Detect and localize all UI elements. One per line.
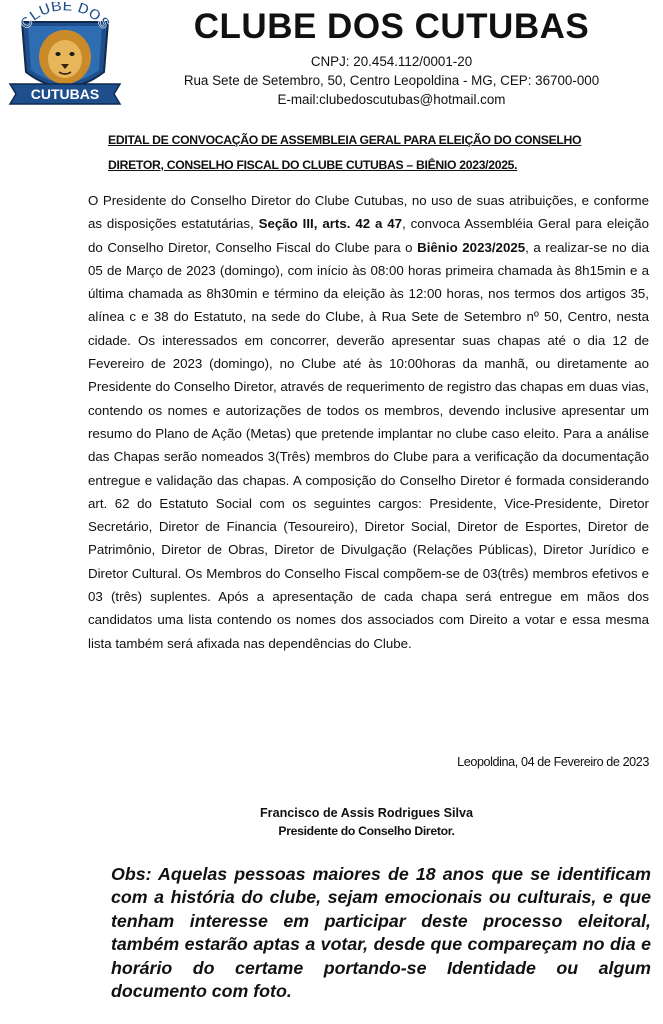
observation-note: Obs: Aquelas pessoas maiores de 18 anos que se identificam com a história do clube, sejam emocionais ou culturais, e que tenham interesse em participar deste processo eleitoral, também estarão aptas a votar, desde que compareçam no dia e horário do certame portando-se Identidade ou algum documento com foto.: [111, 864, 651, 1002]
body-text-segment: , a realizar-se no dia 05 de Março de 2023 (domingo), com início às 08:00 horas primeira chamada às 8h15min e a última chamada as 8h30min e término da eleição às 12:00 horas, nos termos dos artigos 35, alínea c e 38 do Estatuto, na sede do Clube, à Rua Sete de Setembro nº 50, Centro, nesta cidade. Os interessados em concorrer, deverão apresentar suas chapas até o dia 12 de Fevereiro de 2023 (domingo), no Clube até às 10:00horas da manhã, ou diretamente ao Presidente do Conselho Diretor, através de requerimento de registro das chapas em duas vias, contendo os nomes e autorizações de todos os membros, devendo inclusive apresentar um resumo do Plano de Ação (Metas) que pretende implantar no clube caso eleito. Para a análise das Chapas serão nomeados 3(Três) membros do Clube para a verificação da documentação entregue e validação das chapas. A composição do Conselho Diretor é formada considerando art. 62 do Estatuto Social com os seguintes cargos: Presidente, Vice-Presidente, Diretor Secretário, Diretor de Financia (Tesoureiro), Diretor Social, Diretor de Esportes, Diretor de Patrimônio, Diretor de Obras, Diretor de Divulgação (Relações Públicas), Diretor Jurídico e Diretor Cultural. Os Membros do Conselho Fiscal compõem-se de 03(três) membros efetivos e 03 (três) suplentes. Após a apresentação de cada chapa será entregue em mãos dos candidatos uma lista contendo os nomes dos associados com Direito a votar e essa mesma lista também será afixada nas dependências do Clube.: [88, 239, 649, 651]
edital-title: [108, 128, 653, 178]
signatory-role: Presidente do Conselho Diretor.: [278, 824, 455, 838]
cnpj-line: CNPJ: 20.454.112/0001-20: [310, 54, 473, 69]
signatory-name: Francisco de Assis Rodrigues Silva: [259, 806, 473, 820]
organization-name: CLUBE DOS CUTUBAS: [193, 7, 590, 46]
logo-banner-text: CUTUBAS: [30, 86, 100, 102]
lion-head-shield-icon: [6, 2, 124, 114]
body-bold-segment: Seção III, arts.: [258, 216, 351, 232]
organization-info: [120, 52, 663, 109]
edital-title-line-1: EDITAL DE CONVOCAÇÃO DE ASSEMBLEIA GERAL PARA ELEIÇÃO DO CONSELHO: [108, 133, 582, 147]
club-logo: [6, 2, 124, 114]
logo-top-text: CLUBE DOS: [16, 2, 114, 33]
place-date: Leopoldina, 04 de Fevereiro de 2023: [457, 755, 649, 769]
email-line: E-mail:clubedoscutubas@hotmail.com: [277, 92, 506, 107]
body-text-segment: , convoca Assembléia Geral para eleição do Conselho Diretor, Conselho Fiscal do Clube para o: [88, 216, 649, 255]
body-text-segment: O Presidente do Conselho Diretor do Clube Cutubas, no uso de suas atribuições, e conforme as disposições estatutárias,: [88, 193, 649, 232]
edital-title-line-2: DIRETOR, CONSELHO FISCAL DO CLUBE CUTUBAS – BIÊNIO 2023/2025.: [108, 158, 518, 172]
body-bold-segment: 42 a 47: [355, 216, 403, 232]
address-line: Rua Sete de Setembro, 50, Centro Leopoldina - MG, CEP: 36700-000: [183, 73, 600, 88]
convocation-body: [88, 189, 649, 655]
body-bold-segment: Biênio 2023/2025: [417, 239, 526, 255]
